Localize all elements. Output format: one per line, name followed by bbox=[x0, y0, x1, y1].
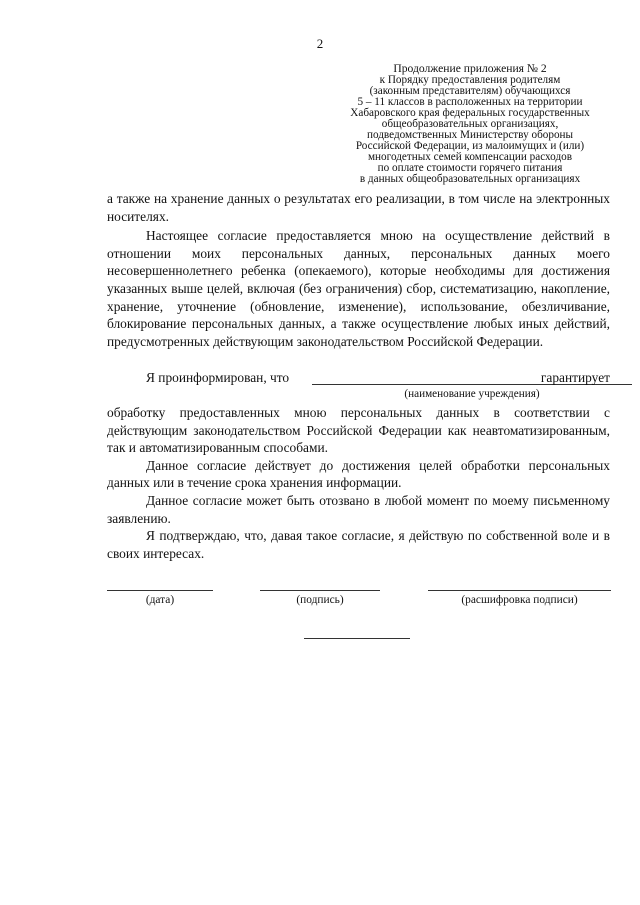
annex-line: Хабаровского края федеральных государственных bbox=[350, 107, 590, 119]
paragraph-6: Я подтверждаю, что, давая такое согласие, я действую по собственной воле и в своих интересах. bbox=[107, 528, 610, 561]
annex-line: к Порядку предоставления родителям bbox=[379, 74, 561, 86]
annex-line: многодетных семей компенсации расходов bbox=[367, 151, 573, 163]
paragraph-2: Настоящее согласие предоставляется мною на осуществление действий в отношении моих персональных данных, персональных данных моего несовершеннолетнего ребенка (опекаемого), которые необходимы для достижения указанных выше целей, включая (без ограничения) сбор, систематизацию, накопление, хранение, уточнение (обновление, изменение), использование, обезличивание, блокирование персональных данных, а также осуществление любых иных действий, предусмотренных действующим законодательством Российской Федерации. bbox=[107, 228, 610, 349]
paragraph-1: а также на хранение данных о результатах его реализации, в том числе на электронных носителях. bbox=[107, 191, 610, 224]
body-block-1 bbox=[107, 190, 610, 350]
signature-label: (подпись) bbox=[296, 594, 344, 606]
signature-line[interactable] bbox=[260, 590, 380, 591]
annex-line: общеобразовательных организациях, bbox=[381, 118, 559, 130]
institution-lead-text: Я проинформирован, что bbox=[146, 370, 290, 385]
signature-decode-label: (расшифровка подписи) bbox=[461, 594, 578, 606]
institution-hint: (наименование учреждения) bbox=[404, 388, 540, 400]
annex-line: в данных общеобразовательных организациях bbox=[359, 173, 581, 185]
annex-line: (законным представителям) обучающихся bbox=[369, 85, 571, 97]
page-number: 2 bbox=[316, 36, 324, 51]
annex-line: 5 – 11 классов в расположенных на территории bbox=[357, 96, 583, 108]
end-line bbox=[304, 638, 410, 639]
paragraph-5: Данное согласие может быть отозвано в любой момент по моему письменному заявлению. bbox=[107, 492, 610, 526]
annex-line: Российской Федерации, из малоимущих и (или) bbox=[355, 140, 585, 152]
annex-title: Продолжение приложения № 2 bbox=[393, 62, 547, 75]
annex-header bbox=[320, 63, 620, 185]
signature-decode-line[interactable] bbox=[428, 590, 611, 591]
date-line[interactable] bbox=[107, 590, 213, 591]
annex-line: по оплате стоимости горячего питания bbox=[377, 162, 563, 174]
paragraph-3-rest: обработку предоставленных мною персональных данных в соответствии с действующим законодательством Российской Федерации как неавтоматизированным, так и автоматизированным способами. bbox=[107, 405, 610, 456]
date-label: (дата) bbox=[145, 594, 175, 606]
annex-line: подведомственных Министерству обороны bbox=[366, 129, 574, 141]
body-block-2 bbox=[107, 404, 610, 562]
paragraph-4: Данное согласие действует до достижения целей обработки персональных данных или в течение срока хранения информации. bbox=[107, 457, 610, 491]
institution-tail-text: гарантирует bbox=[540, 370, 610, 385]
